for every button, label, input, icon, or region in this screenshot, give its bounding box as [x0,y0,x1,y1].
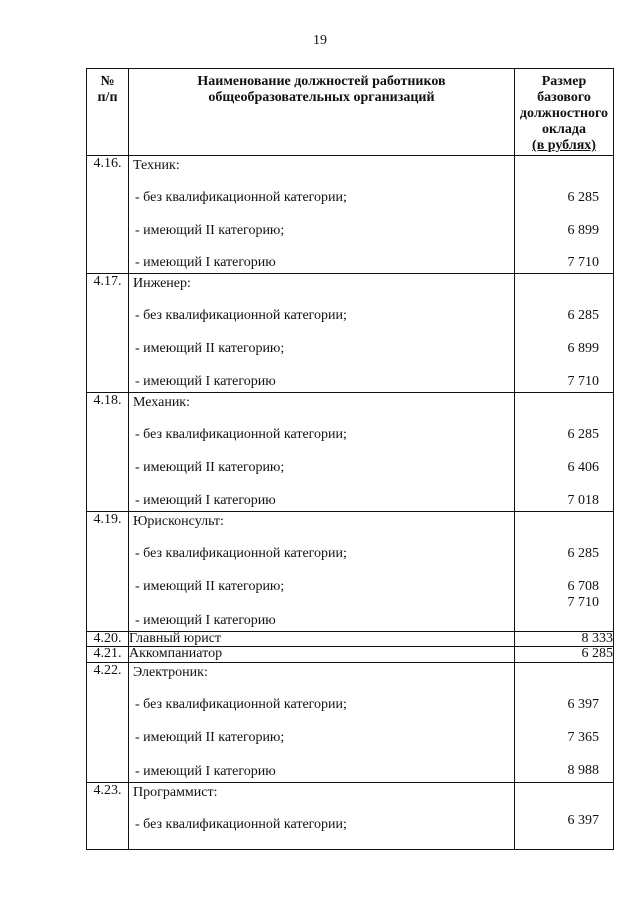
position-cell [129,512,515,632]
row-number: 4.17. [87,274,129,393]
position-cell [129,156,515,274]
salary-value: 8 333 [515,632,614,647]
category-label: - имеющий II категорию; [135,223,285,238]
salary-value: 7 710 [567,595,599,610]
row-number: 4.20. [87,632,129,647]
table-row [87,632,614,647]
table-row [87,274,614,393]
header-salary-line: должностного [519,106,609,121]
salary-value: 6 285 [567,308,599,323]
salary-value: 6 397 [567,697,599,712]
salary-cell [515,156,614,274]
salary-cell [515,783,614,850]
page-number: 19 [313,33,327,48]
salary-value: 6 285 [567,546,599,561]
header-position-name [129,69,515,156]
header-salary-line: Размер [541,74,587,89]
category-label: - без квалификационной категории; [135,546,347,561]
header-name-line: Наименование должностей работников [197,74,446,89]
salary-value: 6 708 [567,579,599,594]
salary-cell [515,274,614,393]
salary-value: 6 285 [515,647,614,663]
salary-value: 6 899 [567,223,599,238]
category-label: - имеющий II категорию; [135,341,285,356]
table-row [87,663,614,783]
salary-value: 8 988 [567,763,599,778]
category-label: - без квалификационной категории; [135,697,347,712]
salary-value: 7 710 [567,374,599,389]
category-label: - без квалификационной категории; [135,190,347,205]
category-label: - имеющий I категорию [135,374,276,389]
salary-value: 6 899 [567,341,599,356]
salary-value: 7 365 [567,730,599,745]
row-number: 4.18. [87,393,129,512]
header-number [87,69,129,156]
salary-value: 7 018 [567,493,599,508]
header-salary-line: оклада [541,122,586,137]
category-label: - без квалификационной категории; [135,308,347,323]
position-title: Программист: [133,785,218,800]
category-label: - без квалификационной категории; [135,427,347,442]
position-title: Юрисконсульт: [133,514,224,529]
position-title: Аккомпаниатор [129,647,515,663]
salary-value: 6 285 [567,190,599,205]
salary-cell [515,663,614,783]
salary-cell [515,512,614,632]
salary-table [86,68,614,850]
row-number: 4.16. [87,156,129,274]
header-salary [515,69,614,156]
category-label: - без квалификационной категории; [135,817,347,832]
position-cell [129,274,515,393]
row-number: 4.23. [87,783,129,850]
position-title: Инженер: [133,276,191,291]
category-label: - имеющий I категорию [135,613,276,628]
row-number: 4.19. [87,512,129,632]
position-title: Главный юрист [129,632,515,647]
position-cell [129,663,515,783]
category-label: - имеющий II категорию; [135,579,285,594]
table-row [87,156,614,274]
category-label: - имеющий I категорию [135,255,276,270]
category-label: - имеющий I категорию [135,493,276,508]
salary-cell [515,393,614,512]
position-title: Электроник: [133,665,208,680]
category-label: - имеющий II категорию; [135,460,285,475]
table-row [87,647,614,663]
header-name-line: общеобразовательных организаций [208,90,435,105]
header-number-line: № [100,74,115,89]
category-label: - имеющий II категорию; [135,730,285,745]
salary-value: 7 710 [567,255,599,270]
table-header-row [87,69,614,156]
table-row [87,783,614,850]
row-number: 4.21. [87,647,129,663]
salary-value: 6 285 [567,427,599,442]
position-title: Механик: [133,395,190,410]
position-cell [129,783,515,850]
header-number-line: п/п [97,90,118,105]
row-number: 4.22. [87,663,129,783]
salary-value: 6 406 [567,460,599,475]
salary-value: 6 397 [567,813,599,828]
table-row [87,393,614,512]
header-salary-line: (в рублях) [532,138,596,153]
position-cell [129,393,515,512]
header-salary-line: базового [537,90,591,105]
position-title: Техник: [133,158,180,173]
table-row [87,512,614,632]
category-label: - имеющий I категорию [135,764,276,779]
